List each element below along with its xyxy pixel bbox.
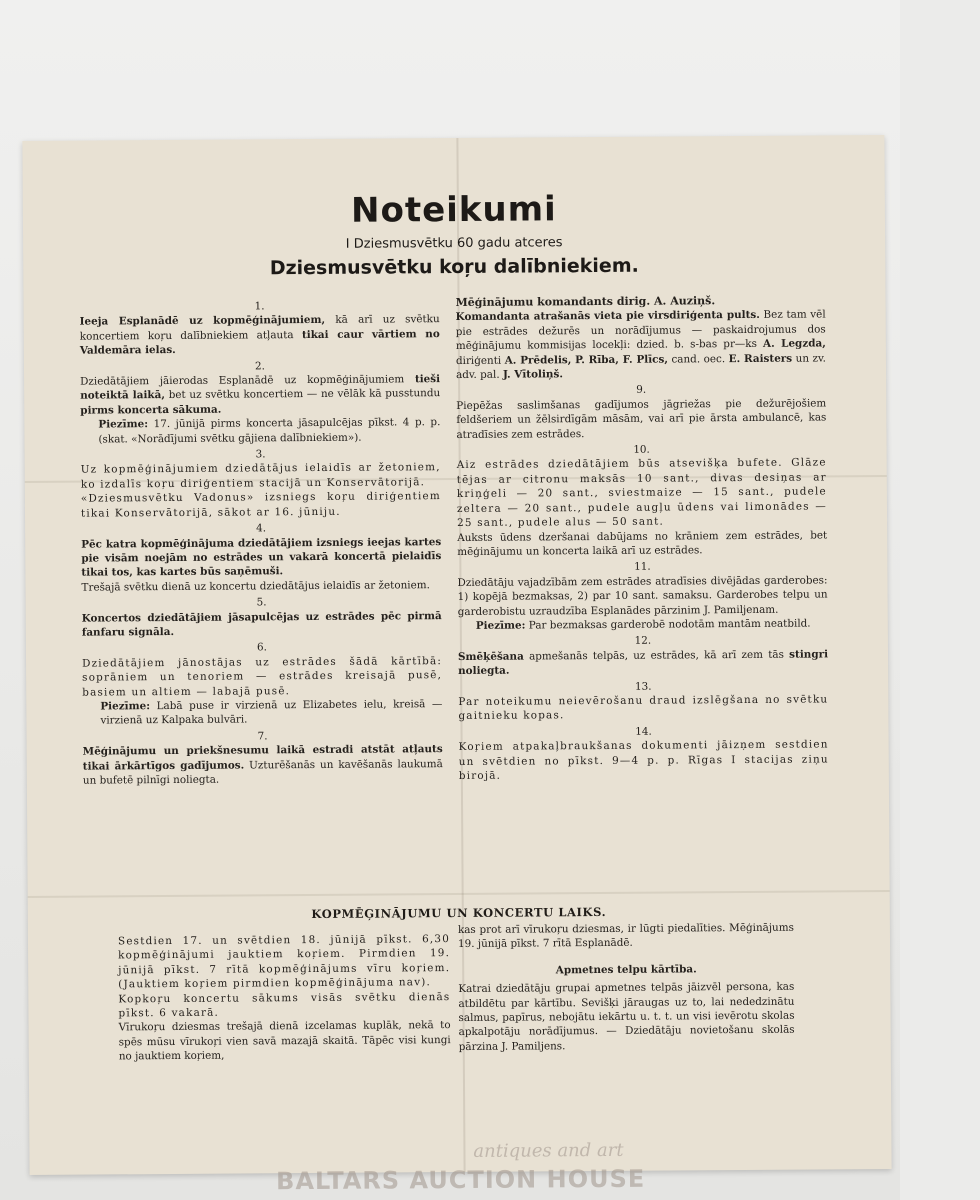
- document-subtitle: I Dziesmusvētku 60 gadu atceres: [345, 235, 563, 252]
- section-text: Auksts ūdens dzeršanai dabūjams no krāniem zem estrādes, bet mēģinājumu un koncerta laikā arī uz estrādes.: [457, 528, 828, 558]
- section-number: 11.: [634, 560, 651, 574]
- section-number: 13.: [634, 680, 652, 693]
- schedule-text: Sestdien 17. un svētdien 18. jūnijā pīkst. 6,30 kopmēģinājumi jauktiem koŗiem. Pirmdien 19. jūnijā pīkst. 7 rītā kopmēģinājums vīru koŗiem. (Jauktiem koŗiem pirmdien kopmēģinājuma nav).: [117, 933, 451, 991]
- watermark-tagline: antiques and art: [473, 1139, 624, 1162]
- section-text: Smēķēšana apmešanās telpās, uz estrādes, kā arī zem tās stingri noliegta.: [457, 648, 829, 678]
- section-number: 2.: [254, 359, 265, 373]
- cloakroom-text: Katrai dziedātāju grupai apmetnes telpās jāizvēl persona, kas atbildētu par kārtību. Sevišķi jāraugas uz to, lai nededzinātu salmus, papīrus, nebojātu iekārtu u. t. t. un visi ievērotu skolas apkalpotāju norādījumus. — Dziedātāju novietošanu skolās pārzina J. Pamiljens.: [458, 980, 795, 1053]
- section-number: 6.: [256, 641, 267, 654]
- schedule-text: Kopkoŗu koncertu sākums visās svētku dienās pīkst. 6 vakarā.: [118, 990, 451, 1020]
- section-text: Mēģinājumu un priekšnesumu laikā estradi atstāt atļauts tikai ārkārtīgos gadījumos. Uzturēšanās un kavēšanās laukumā un bufetē pilnīgi noliegta.: [82, 743, 443, 787]
- section-number: 3.: [255, 448, 266, 461]
- fold-line-horizontal-lower: [28, 890, 890, 898]
- right-column: [455, 293, 828, 783]
- section-text: Uz kopmēģinājumiem dziedātājus ielaidīs ar žetoniem, ko izdalīs koŗu diriģentiem stacijā un Konservātorijā.: [80, 461, 441, 491]
- section-text: Koncertos dziedātājiem jāsapulcējas uz estrādes pēc pirmā fanfaru signāla.: [81, 609, 442, 639]
- section-text: «Dziesmusvētku Vadonus» izsniegs koŗu diriģentiem tikai Konservātorijā, sākot ar 16. jūniju.: [80, 490, 441, 520]
- section-text: Dziedātāju vajadzībām zem estrādes atradīsies divējādas garderobes: 1) kopējā bezmaksas, 2) par 10 sant. samaksu. Garderobes telpu un garderobistu uzraudzība Esplanādes pārzinim J. Pamiljenam.: [457, 574, 828, 618]
- section-number: 1.: [254, 300, 265, 313]
- section-number: 12.: [634, 634, 652, 648]
- section-text: Koŗiem atpakaļbraukšanas dokumenti jāizņem sestdien un svētdien no pīkst. 9—4 p. p. Rīgas I stacijas ziņu birojā.: [458, 738, 829, 782]
- section-text: Par noteikumu neievērošanu draud izslēgšana no svētku gaitnieku kopas.: [458, 693, 829, 723]
- section-text: Trešajā svētku dienā uz koncertu dziedātājus ielaidīs ar žetoniem.: [81, 578, 430, 594]
- section-number: 14.: [635, 725, 652, 738]
- section-number: 10.: [633, 443, 650, 456]
- section-note: Piezīme: 17. jūnijā pirms koncerta jāsapulcējas pīkst. 4 p. p. (skat. «Norādījumi svētku gājiena dalībniekiem»).: [98, 416, 441, 446]
- section-text: Ieeja Esplanādē uz kopmēģinājumiem, kā arī uz svētku koncertiem koŗu dalībniekiem atļauta tikai caur vārtiem no Valdemāra ielas.: [79, 313, 440, 357]
- section-text: Dziedātājiem jāierodas Esplanādē uz kopmēģinājumiem tieši noteiktā laikā, bet uz svētku koncertiem — ne vēlāk kā pusstundu pirms koncerta sākuma.: [80, 373, 441, 417]
- schedule-left-column: [118, 932, 451, 1064]
- commandant-heading: Mēģinājumu komandants dirig. A. Auziņš.: [455, 294, 716, 310]
- section-note: Piezīme: Labā puse ir virzienā uz Elizabetes ielu, kreisā — virzienā uz Kalpaka bulvāri.: [100, 698, 443, 727]
- section-text: Komandanta atrašanās vieta pie virsdiriģenta pults. Bez tam vēl pie estrādes dežurēs un norādījumus — paskaidrojumus dos mēģinājumu kommisijas locekļi: dzied. b. s-bas pr—ks A. Legzda, diriģenti A. Prēdelis, P. Rība, F. Plīcs, cand. oec. E. Raisters un zv. adv. pal. J. Vītoliņš.: [455, 308, 826, 382]
- document-title: Noteikumi: [350, 189, 557, 231]
- left-column: [80, 296, 443, 788]
- document-sheet: [22, 135, 891, 1196]
- section-text: Dziedātājiem jānostājas uz estrādes šādā kārtībā: soprāniem un tenoriem — estrādes kreisajā pusē, basiem un altiem — labajā pusē.: [82, 654, 443, 699]
- schedule-text: kas prot arī vīrukoŗu dziesmas, ir lūgti piedalīties. Mēģinājums 19. jūnijā pīkst. 7 rītā Esplanādē.: [457, 921, 794, 951]
- document-heading: Dziesmusvētku koŗu dalībniekiem.: [269, 254, 639, 280]
- section-number: 5.: [256, 596, 267, 609]
- section-text: Piepēžas saslimšanas gadījumos jāgriežas pie dežurējošiem feldšeriem un žēlsirdīgām māsām, vai arī pie ārsta ambulancē, kas atradīsies zem estrādes.: [456, 397, 827, 441]
- watermark-logo: BALTARS AUCTION HOUSE: [275, 1164, 646, 1196]
- section-note: Piezīme: Par bezmaksas garderobē nodotām mantām neatbild.: [475, 617, 811, 632]
- section-text: Aiz estrādes dziedātājiem būs atsevišķa bufete. Glāze tējas ar citronu maksās 10 sant., divas desiņas ar kriņģeli — 20 sant., sviestmaize — 15 sant., pudele zeltera — 20 sant., pudele augļu ūdens vai limonādes — 25 sant., pudele alus — 50 sant.: [456, 456, 828, 530]
- schedule-right-column: [458, 921, 795, 1055]
- schedule-text: Vīrukoŗu dziesmas trešajā dienā izcelamas kuplāk, nekā to spēs mūsu vīrukoŗi vien savā mazajā skaitā. Tāpēc visi kungi no jauktiem koŗiem,: [118, 1019, 451, 1063]
- section-number: 7.: [257, 730, 268, 743]
- schedule-heading: KOPMĒĢINĀJUMU UN KONCERTU LAIKS.: [311, 904, 607, 922]
- section-number: 4.: [256, 522, 267, 535]
- cloakroom-heading: Apmetnes telpu kārtība.: [555, 963, 697, 977]
- section-number: 9.: [636, 384, 647, 397]
- section-text: Pēc katra kopmēģinājuma dziedātājiem izsniegs ieejas kartes pie visām noejām no estrādes un vakarā koncertā pielaidīs tikai tos, kas kartes būs saņēmuši.: [81, 535, 442, 579]
